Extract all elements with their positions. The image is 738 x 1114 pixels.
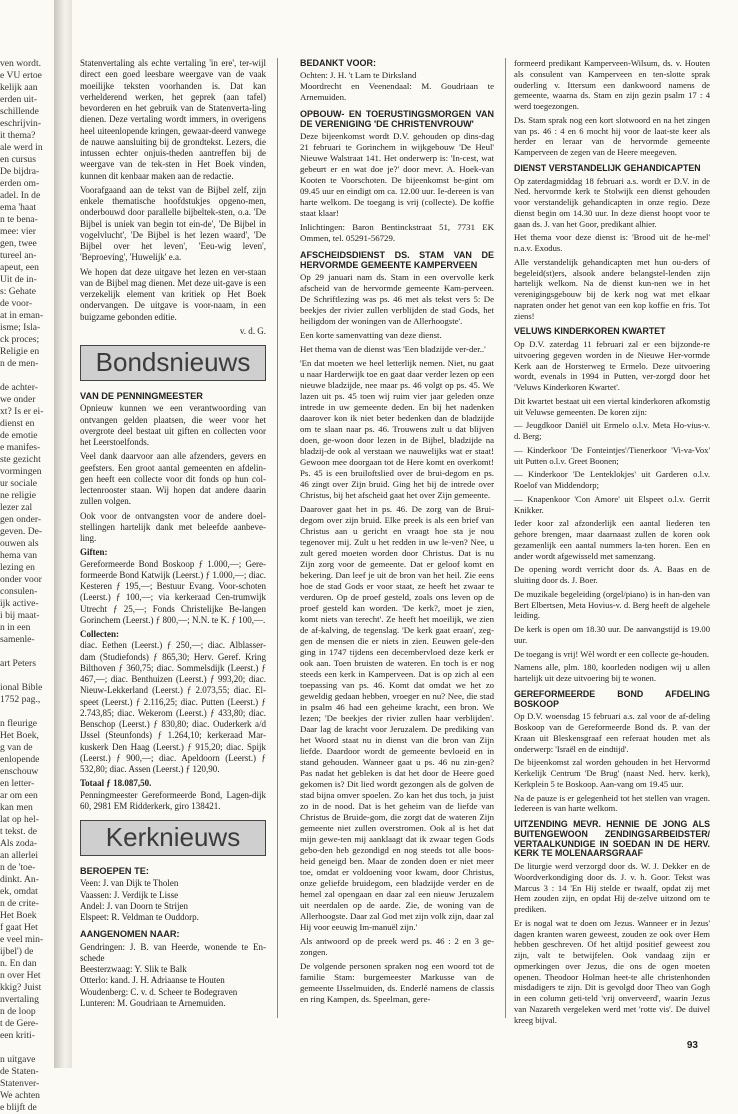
page-gutter (54, 0, 72, 1068)
left-strip-line: e manifes- (0, 442, 41, 453)
left-strip-line: enlopende (0, 754, 40, 765)
bondsnieuws-banner (80, 345, 266, 381)
left-strip-line: ste gezicht (0, 454, 41, 465)
left-strip-line: samenle- (0, 634, 35, 645)
dienst-heading: DIENST VERSTANDELIJK GEHANDICAPTEN (514, 162, 701, 173)
column-3 (514, 58, 710, 1028)
giften-text: Gereformeerde Bond Boskoop ƒ 1.000,—; Gere-formeerde Bond Katwijk (Leerst.) ƒ 1.000,—; diac. Kesteren ƒ 195,—; Bestuur Evang. Voor-schoten (Leerst.) ƒ 100,—; via kerkeraad Cen-trumwijk Utrecht ƒ 25,—; Fonds Christelijke Be-langen Gorinchem (Leerst.) ƒ 800,—; N.N. te K. ƒ 100,—. (80, 558, 266, 625)
uitzending-paragraph: Er is nogal wat te doen om Jezus. Wanneer er in Jezus' dagen kranten waren geweest, zouden ze ook over Hem hebben geschreven. Of het altijd positief geweest zou zijn, valt te betwijfelen. Ook vandaag zijn er opmerkingen over Jezus, die ons de ogen moeten openen. Theodoor Holman heet-te alle christenhonden misdadigers te zijn. Dit is gevolgd door Theo van Gogh in een column geti-teld 'vrij onverveerd', waarin Jezus van Nazareth vergeleken werd met 'rotte vis'. De duivel kreeg bijval. (514, 917, 710, 1025)
left-strip-line: t de Gere- (0, 1018, 39, 1029)
left-strip-line: Als zoda- (0, 838, 38, 849)
left-strip-line: art Peters (0, 658, 36, 669)
afscheid-paragraph: Als antwoord op de preek werd ps. 46 : 2 en 3 ge-zongen. (300, 936, 494, 957)
left-strip-line: de achter- (0, 382, 38, 393)
left-page-strip (0, 58, 52, 1114)
left-strip-line (0, 1042, 52, 1054)
left-strip-line (0, 670, 52, 682)
left-strip-line: onder voor (0, 574, 42, 585)
left-strip-line: de voor- (0, 298, 33, 309)
left-strip-line: n de men- (0, 358, 39, 369)
veluws-paragraph: Dit kwartet bestaat uit een viertal kinderkoren afkomstig uit Veluwse gemeenten. De koren zijn: (514, 395, 710, 417)
left-strip-line: kelijk aan (0, 82, 38, 93)
kerknieuws-title: Kerknieuws (105, 822, 241, 853)
left-strip-line: n in een (0, 622, 31, 633)
left-strip-line: Religie en (0, 346, 40, 357)
column-2 (300, 58, 494, 1008)
left-strip-line: consulen- (0, 586, 38, 597)
left-strip-line: ar om een (0, 790, 38, 801)
collecten-heading: Collecten: (80, 629, 119, 639)
collecten-text: diac. Eethen (Leerst.) ƒ 250,—; diac. Alblasser-dam (Studiefonds) ƒ 865,30; Herv. Geref. Kring Bilthoven ƒ 360,75; diac. Sommelsdijk (Leerst.) ƒ 467,—; diac. Benthuizen (Leerst.) ƒ 993,20; diac. Nieuw-Lekkerland (Leerst.) ƒ 2.073,55; diac. El-speet (Leerst.) ƒ 2.116,25; diac. Putten (Leerst.) ƒ 2.743,85; diac. Wekerom (Leerst.) ƒ 433,80; diac. Benschop (Leerst.) ƒ 830,80; diac. Ouderkerk a/d IJssel (Steunfonds) ƒ 1.264,10; kerkeraad Mar-kuskerk Den Haag (Leerst.) ƒ 915,20; diac. Spijk (Leerst.) ƒ 900,—; diac. Apeldoorn (Leerst.) ƒ 532,80; diac. Assen (Leerst.) ƒ 120,90. (80, 640, 266, 774)
left-strip-line: ek, omdat (0, 886, 38, 897)
left-strip-line: ouwen als (0, 538, 39, 549)
intro-signature: v. d. G. (239, 325, 266, 336)
left-strip-line: De bijdra- (0, 166, 40, 177)
left-strip-line: it thema? (0, 130, 36, 141)
geref-paragraph: Na de pauze is er gelegenheid tot het stellen van vragen. Iedereen is van harte welkom. (514, 792, 710, 814)
left-strip-line: xt? Is er ei- (0, 406, 44, 417)
totaal-line: Totaal ƒ 18.087,50. (80, 778, 152, 789)
left-strip-line: eschrijvin- (0, 118, 42, 129)
left-strip-line: an allerlei (0, 850, 39, 861)
afscheid-paragraph: Daarover gaat het in ps. 46. De zorg van de Brui-degom over zijn bruid. Elke preek is als een brief van Christus aan u gericht en vraagt hoe sta je nou tegenover mij. Zult u het redden in uw le-ven? Nee, u zult gered moeten worden door Christus. Dat is nu Zijn zorg voor de gemeente. Dat er geloof komt en bekering. Dan leef je uit de bron van het heil. Zie eens hoe de stad Gods er voor staat, ze heeft het zwaar te verduren. Op de proef gesteld, zoals ons leven op de proef gesteld kan worden. 'De kerk?, moet je zien, komt niets van terecht'. Ze heeft het moeilijk, we zien de af-kalving, de tegenslag. 'De kerk gaat eraan', zeg-gen de mensen die er niets in zien. Eeuwen gele-den ging in 1747 tijdens een decembervloed deze kerk er ook aan. Toen bruisten de wateren. En toch is er nog steeds een kerk in Kamperveen. Dat is op zich al een toepassing van ps. 46. Komt dat omdat we het zo geweldig gedaan hebben, vroeger en nu? Nee, die stad in psalm 46 had een geheime kracht, een bron. We lezen; 'De beekjes der rivier zullen haar verblijden'. Daar lag de kracht voor Jeruzalem. De prediking van het Woord staat nu in dienst van die bron van Zijn liefde. Daardoor wordt de gemeente bevloeid en in stand gehouden. Wanneer gaat u ps. 46 nu zin-gen? Pas nadat het gebleken is dat het door de Heere goed gekomen is? Dit lied wordt gezongen als de golven de stad bijna omver spoelen. Zo kan het dus toch, ja juist zo in de nood. Dat is het geheim van de liefde van Christus de Bruide-gom, die zorgt dat de wateren Zijn gemeente niet zullen overstromen. Ook al is het dat mijn gewe-ten mij aanklaagt dat ik zwaar tegen Gods gebo-den heb gezondigd en nog steeds tot alle boos-heid geneigd ben. Maar de zonden doen er niet meer toe, omdat er voldoening voor kwam, door Christus, onze geliefde bruidegom, een bladzijde verder en de hemel zal opengaan en daar zal een nieuw Jeruzalem uit neerdalen op de aarde. Zie, de woning van de Allerhoogste. Daar zal God met zijn volk zijn, daar zal Hij voor eeuwig Im-manuël zijn.' (300, 504, 494, 932)
bedankt-line: Ochten: J. H. 't Lam te Dirksland (300, 70, 417, 80)
veluws-paragraph: — Kinderkoor 'De Fonteintjes'/Tienerkoor 'Vi-va-Vox' uit Putten o.l.v. Greet Boonen; (514, 444, 710, 466)
left-strip-line: n fleurige (0, 718, 38, 729)
aangenomen-line: Otterlo: kand. J. H. Adriaanse te Houten (80, 975, 225, 986)
afscheid-paragraph: 'En dat moeten we heel letterlijk nemen. Niet, nu gaat u naar Harderwijk toe en gaat daar verder lezen op een nieuwe bladzijde, nee maar ps. 46 volgt op ps. 45. We lazen uit ps. 45 toen wij ruim vier jaar geleden onze intrede in uw gemeente deden. En bij het nadenken daarover kon ik niet beter bedenken dan de bladzijde om te slaan naar ps. 46. Trouwens zult u dat blijven doen, ge-woon door lezen in de Bijbel, bladzijde na bladzij-de ook al verstaan we nauwelijks wat er staat! Gewoon mee doorgaan tot de Here komt en overkomt! Ps. 45 is een bruiloftslied over de brui-degom en ps. 46 zingt over Zijn bruid. Ging het bij de intrede over Christus, bij het afscheid gaat het over Zijn gemeente. (300, 358, 494, 500)
left-strip-line: 1752 pag., (0, 694, 41, 705)
left-strip-line: at in eman- (0, 310, 44, 321)
left-strip-line: ck proces; (0, 334, 40, 345)
left-strip-line: Het Boek (0, 910, 37, 921)
beroepen-line: Vaassen: J. Verdijk te Lisse (80, 889, 179, 900)
beroepen-heading: BEROEPEN TE: (80, 866, 149, 876)
beroepen-line: Andel: J. van Doorn te Strijen (80, 900, 188, 911)
left-strip-line: n over Het (0, 970, 41, 981)
left-strip-line: geven. De- (0, 526, 43, 537)
veluws-paragraph: — Kinderkoor 'De Lenteklokjes' uit Garderen o.l.v. Roelof van Middendorp; (514, 469, 710, 490)
left-strip-line: e blijft de (0, 1102, 37, 1113)
left-strip-line: t tekst. de (0, 826, 38, 837)
left-strip-line: e VU ertoe (0, 70, 42, 81)
left-strip-line: hema van (0, 550, 38, 561)
left-strip-line: vormingen (0, 466, 42, 477)
intro-paragraph: We hopen dat deze uitgave het lezen en ver-staan van de Bijbel mag dienen. Met deze uit-gave is een verzekelijk element van kritiek op Het Boek ondervangen. De uitgave is voor-naam, in een buigzame gebonden editie. (80, 266, 266, 322)
left-strip-line: s: Gehate (0, 286, 36, 297)
left-strip-line: We achten (0, 1090, 40, 1101)
veluws-paragraph: Namens alle, plm. 180, koorleden nodigen wij u allen hartelijk uit deze uitvoering bij te wonen. (514, 662, 710, 683)
afscheid-paragraph: Een korte samenvatting van deze dienst. (300, 330, 442, 340)
penningmeester-heading: VAN DE PENNINGMEESTER (80, 391, 203, 401)
bedankt-heading: BEDANKT VOOR: (300, 58, 376, 68)
left-strip-line: tureel an- (0, 250, 37, 261)
left-strip-line (0, 706, 52, 718)
left-strip-line: de Staten- (0, 1066, 39, 1077)
left-strip-line: Het Boek, (0, 730, 39, 741)
afscheid-heading: AFSCHEIDSDIENST DS. STAM VAN DE HERVORMDE GEMEENTE KAMPERVEEN (300, 250, 494, 270)
left-strip-line: lat op hel- (0, 814, 39, 825)
left-strip-line: en letter- (0, 778, 35, 789)
afscheid-continued: formeerd predikant Kamperveen-Wilsum, ds. v. Houten als consulent van Kamperveen en ten-slotte sprak ouderling v. Ittersum een dankwoord namens de gemeente, waarna ds. Stam en zijn gezin psalm 17 : 4 werd toegezongen. (514, 58, 710, 111)
afscheid-paragraph: Op 29 januari nam ds. Stam in een overvolle kerk afscheid van de hervormde gemeente Kam-perveen. De Schriftlezing was ps. 46 met als tekst vers 5: De beekjes der rivier zullen verblijden de stad Gods, het heiligdom der woningen van de Allerhoogste'. (300, 272, 494, 326)
veluws-paragraph: Op D.V. zaterdag 11 februari zal er een bijzonde-re uitvoering gegeven worden in de Nieuwe Her-vormde Kerk aan de Horsterweg te Ermelo. Deze uitvoering wordt, evenals in 1994 in Putten, ver-zorgd door het 'Veluws Kinderkoren Kwartet'. (514, 339, 710, 392)
left-strip-line: de emotie (0, 430, 38, 441)
bedankt-line: Moordrecht en Veenendaal: M. Goudriaan te Arnemuiden. (300, 81, 494, 102)
aangenomen-line: Beesterzwaag: Y. Slik te Balk (80, 964, 187, 974)
left-strip-line: we onder (0, 394, 36, 405)
column-rule (277, 58, 278, 1018)
intro-paragraph: Voorafgaand aan de tekst van de Bijbel zelf, zijn enkele thematische hoofdstukjes opgeno-men, onderbouwd door parallelle bijbeltek-sten, o.a. 'De Bijbel is uniek van begin tot ein-de', 'De Bijbel in vogelvlucht', 'De Bijbel is het lezen waard', 'De Bijbel over het leven', 'Eeu-wig leven', 'Beproeving', 'Huwelijk' e.a. (80, 184, 266, 263)
left-strip-line: adel. In de (0, 190, 41, 201)
left-strip-line: ven wordt. (0, 58, 42, 69)
afscheid-continued: Ds. Stam sprak nog een kort slotwoord en na het zingen van ps. 46 : 4 en 6 mocht hij voor de laat-ste keer als herder en leraar van de hervormde gemeente Kamperveen de zegen van de Heere meegeven. (514, 114, 710, 157)
opbouw-info: Inlichtingen: Baron Bentinckstraat 51, 7731 EK Ommen, tel. 05291-56729. (300, 222, 494, 243)
geref-heading: GEREFORMEERDE BOND AFDELING BOSKOOP (514, 688, 710, 709)
penning-signature: Penningmeester Gereformeerde Bond, Lagen-dijk 60, 2981 EM Ridderkerk, giro 138421. (80, 789, 266, 811)
dienst-paragraph: Het thema voor deze dienst is: 'Brood uit de he-mel' n.a.v. Exodus. (514, 232, 710, 253)
column-1 (80, 58, 266, 1009)
left-strip-line: apeut, een (0, 262, 39, 273)
left-strip-line: n de 'toe- (0, 862, 36, 873)
left-strip-line: ional Bible (0, 682, 43, 693)
left-strip-line: e veel min- (0, 934, 44, 945)
left-strip-line: ale werd in (0, 142, 43, 153)
veluws-paragraph: De kerk is open om 18.30 uur. De aanvangstijd is 19.00 uur. (514, 624, 710, 645)
penning-paragraph: Opnieuw kunnen we een verantwoording van ontvangen gelden plaatsen, die weer voor het overgrote deel bestaat uit giften en collecten voor het Leerstoelfonds. (80, 403, 266, 447)
left-strip-line: schillende (0, 106, 39, 117)
left-strip-line: ema 'haat (0, 202, 37, 213)
aangenomen-heading: AANGENOMEN NAAR: (80, 929, 180, 940)
left-strip-line: Uit de in- (0, 274, 37, 285)
left-strip-line: erden om- (0, 178, 40, 189)
veluws-heading: VELUWS KINDERKOREN KWARTET (514, 326, 666, 337)
geref-paragraph: De bijeenkomst zal worden gehouden in het Hervormd Kerkelijk Centrum 'De Brug' (naast Ned. herv. kerk), Kerkplein 5 te Boskoop. Aan-vang om 19.45 uur. (514, 757, 710, 789)
geref-paragraph: Op D.V. woensdag 15 februari a.s. zal voor de af-deling Boskoop van de Gereformeerde Bond ds. P. van der Kraan uit Bleskensgraaf een referaat houden met als onderwerp: 'Israël en de eindtijd'. (514, 711, 710, 754)
left-strip-line: ijbel') de (0, 946, 34, 957)
left-strip-line: n te bena- (0, 214, 38, 225)
opbouw-text: Deze bijeenkomst wordt D.V. gehouden op dins-dag 21 februari te Gorinchem in wijkgebouw 'De Heul' Nieuwe Walstraat 141. Het onderwerp is: 'In-cest, wat gebeurt er en wat doe je?' door mevr. A. Hoek-van Kooten te Voorschoten. De bijeenkomst be-gint om 09.45 uur en eindigt om ca. 12.00 uur. Ie-dereen is van harte welkom. De toegang is vrij (collecte). De koffie staat klaar! (300, 131, 494, 218)
aangenomen-line: Gendringen: J. B. van Heerde, wonende te En-schede (80, 941, 266, 963)
beroepen-line: Elspeet: R. Veldman te Ouddorp. (80, 912, 199, 922)
veluws-paragraph: De opening wordt verricht door ds. A. Baas en de sluiting door ds. J. Boer. (514, 564, 710, 585)
left-strip-line: en cursus (0, 154, 36, 165)
left-strip-line: enschouw (0, 766, 39, 777)
dienst-paragraph: Op zaterdagmiddag 18 februari a.s. wordt er D.V. in de Ned. hervormde kerk te Stolwijk een dienst gehouden voor verstandelijk gehandicapten in onze regio. Deze dienst begin om 14.30 uur. In deze dienst hoopt voor te gaan ds. J. van het Goor, predikant alhier. (514, 175, 710, 229)
intro-paragraph: Statenvertaling als echte vertaling 'in ere', ter-wijl direct een goed leesbare weergave van de vaak moeilijke teksten voorhanden is. Dat kan verhelderend werken, het geprek (aan tafel) bevorderen en het gebruik van de Statenverta-ling dienen. Deze vertaling wordt immers, in overigens heel uiteenlopende kringen, gewaar-deerd vanwege de nauwe aansluiting bij de grondtekst. Lezers, die intussen echter onjuis-theden aantreffen bij de weergave van de tek-sten in Het Boek vinden, kunnen dit kenbaar maken aan de redactie. (80, 58, 266, 181)
left-strip-line: isme; Isla- (0, 322, 41, 333)
left-strip-line: mee: vier (0, 226, 36, 237)
left-strip-line: ne religie (0, 490, 36, 501)
uitzending-paragraph: De liturgie werd verzorgd door ds. W. J. Dekker en de Woordverkondiging door ds. J. v. h. Goor. Tekst was Marcus 3 : 14 'En Hij stelde er twaalf, opdat zij met Hem zouden zijn, en opdat Hij de-zelve uitzond om te prediken. (514, 861, 710, 914)
left-strip-line: dienst en (0, 418, 35, 429)
veluws-paragraph: — Jeugdkoor Daniël uit Ermelo o.l.v. Meta Ho-vius-v. d. Berg; (514, 420, 710, 441)
left-strip-line: i bij maat- (0, 610, 40, 621)
left-strip-line: nvertaling (0, 994, 39, 1005)
left-strip-line: Statenver- (0, 1078, 40, 1089)
penning-paragraph: Ook voor de ontvangsten voor de andere doel-stellingen hartelijk dank met beleefde aanbeve-ling. (80, 510, 266, 543)
left-strip-line: lezer zal (0, 502, 33, 513)
left-strip-line: erden uit- (0, 94, 38, 105)
bondsnieuws-title: Bondsnieuws (95, 347, 251, 378)
left-strip-line: n de loop (0, 1006, 36, 1017)
dienst-paragraph: Alle verstandelijk gehandicapten met hun ou-ders of begeleid(st)ers, alsook andere belangstel-lenden zijn hartelijk welkom. Na de dienst kun-nen we in het verenigingsgebouw bij de kerk nog wat met elkaar napraten onder het genot van een kop koffie en fris. Tot ziens! (514, 256, 710, 321)
uitzending-heading: UITZENDING MEVR. HENNIE DE JONG ALS BUITENGEWOON ZENDINGSARBEIDSTER/ VERTAALKUNDIGE IN SOEDAN IN DE HERV. KERK TE MOLENAARSGRAAF (514, 819, 710, 859)
opbouw-heading: OPBOUW- EN TOERUSTINGSMORGEN VAN DE VERENIGING 'DE CHRISTENVROUW' (300, 109, 494, 129)
left-strip-line: ur sociale (0, 478, 38, 489)
left-strip-line: g van de (0, 742, 33, 753)
left-strip-line (0, 370, 52, 382)
left-strip-line: gen, twee (0, 238, 37, 249)
aangenomen-line: Lunteren: M. Goudriaan te Arnemuiden. (80, 997, 226, 1008)
left-strip-line: kkig? Juist (0, 982, 42, 993)
left-strip-line: f gaat Het (0, 922, 38, 933)
left-strip-line: kan men (0, 802, 33, 813)
veluws-paragraph: Ieder koor zal afzonderlijk een aantal liederen ten gehore brengen, maar daarnaast zullen de koren ook gezamenlijk een aantal nummers la-ten horen. Een en ander wordt afgewisseld met samenzang. (514, 518, 710, 561)
left-strip-line: ijk active- (0, 598, 39, 609)
giften-heading: Giften: (80, 547, 108, 558)
left-strip-line: n. En dan (0, 958, 37, 969)
afscheid-paragraph: De volgende personen spraken nog een woord tot de familie Stam: burgemeester Markusse van de gemeente IJsselmuiden, ds. Enderlé namens de classis en ring Kampen, ds. Speelman, gere- (300, 961, 494, 1004)
afscheid-paragraph: Het thema van de dienst was 'Een bladzijde ver-der..' (300, 344, 486, 354)
penning-paragraph: Veel dank daarvoor aan alle afzenders, gevers en geefsters. Een groot aantal gemeenten en afdelin-gen heeft een collecte voor dit fonds op hun col-lectenrooster staan. Wij hopen dat andere daarin zullen volgen. (80, 451, 266, 507)
veluws-paragraph: — Knapenkoor 'Con Amore' uit Elspeet o.l.v. Gerrit Knikker. (514, 493, 710, 515)
left-strip-line: een kriti- (0, 1030, 35, 1041)
left-strip-line: dinkt. An- (0, 874, 39, 885)
left-strip-line: gen onder- (0, 514, 42, 525)
veluws-paragraph: De toegang is vrij! Wèl wordt er een collecte ge-houden. (514, 648, 710, 659)
left-strip-line: lezing en (0, 562, 35, 573)
aangenomen-line: Woudenberg: C. v. d. Scheer te Bodegraven (80, 986, 238, 997)
column-rule (505, 58, 506, 1018)
left-strip-line: n de crite- (0, 898, 39, 909)
veluws-paragraph: De muzikale begeleiding (orgel/piano) is in han-den van Bert Elbertsen, Meta Hovius-v. d. Berg heeft de algehele leiding. (514, 588, 710, 621)
left-strip-line (0, 646, 52, 658)
kerknieuws-banner (80, 820, 266, 856)
page-number: 93 (686, 1040, 698, 1051)
beroepen-line: Veen: J. van Dijk te Tholen (80, 878, 179, 889)
left-strip-line: n uitgave (0, 1054, 36, 1065)
